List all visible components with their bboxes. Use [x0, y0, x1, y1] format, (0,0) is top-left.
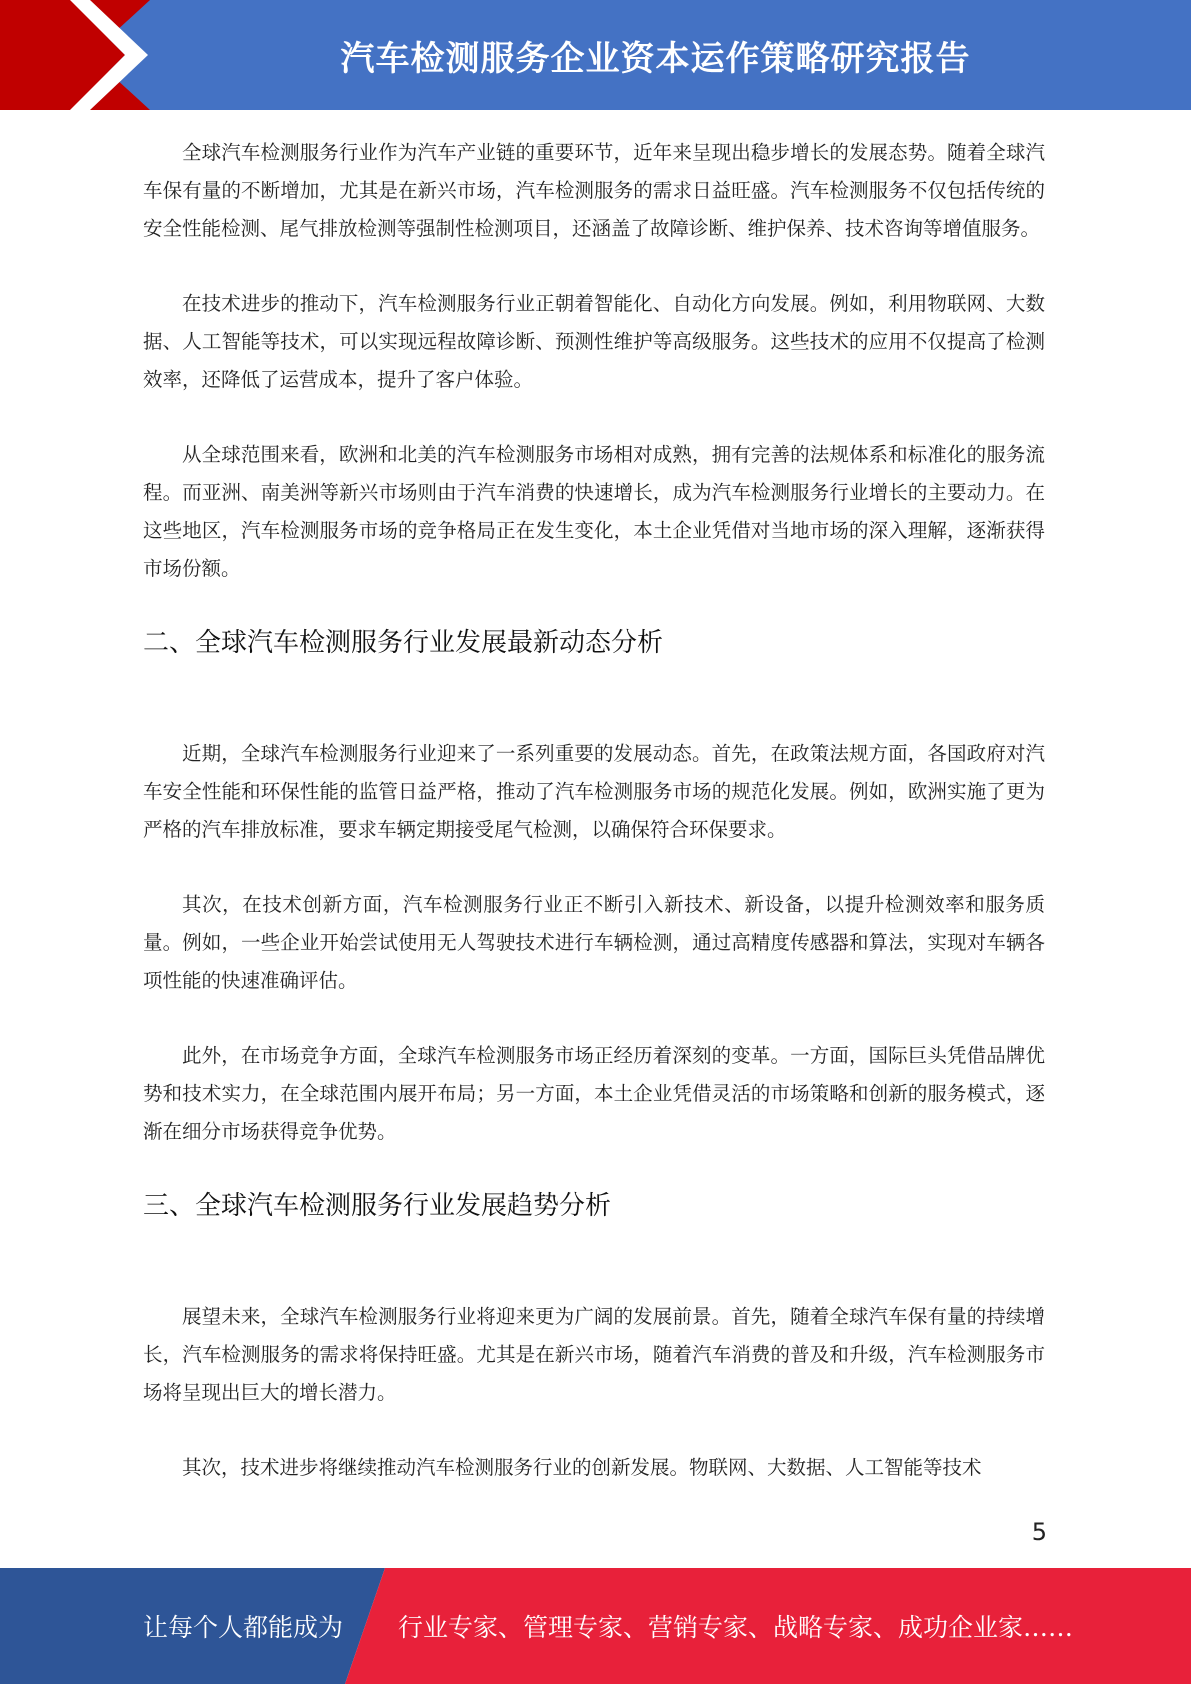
page-number: 5 — [1031, 1518, 1047, 1546]
page-header — [0, 0, 1191, 110]
body-paragraph: 全球汽车检测服务行业作为汽车产业链的重要环节，近年来呈现出稳步增长的发展态势。随着全球汽车保有量的不断增加，尤其是在新兴市场，汽车检测服务的需求日益旺盛。汽车检测服务不仅包括传统的安全性能检测、尾气排放检测等强制性检测项目，还涵盖了故障诊断、维护保养、技术咨询等增值服务。 — [143, 141, 1045, 240]
footer-slogan-left: 让每个人都能成为 — [143, 1613, 344, 1642]
body-paragraph: 展望未来，全球汽车检测服务行业将迎来更为广阔的发展前景。首先，随着全球汽车保有量的持续增长，汽车检测服务的需求将保持旺盛。尤其是在新兴市场，随着汽车消费的普及和升级，汽车检测服务市场将呈现出巨大的增长潜力。 — [143, 1305, 1045, 1404]
section-heading: 三、全球汽车检测服务行业发展趋势分析 — [143, 1191, 612, 1221]
body-paragraph: 在技术进步的推动下，汽车检测服务行业正朝着智能化、自动化方向发展。例如，利用物联网、大数据、人工智能等技术，可以实现远程故障诊断、预测性维护等高级服务。这些技术的应用不仅提高了检测效率，还降低了运营成本，提升了客户体验。 — [143, 292, 1045, 391]
body-paragraph: 近期，全球汽车检测服务行业迎来了一系列重要的发展动态。首先，在政策法规方面，各国政府对汽车安全性能和环保性能的监管日益严格，推动了汽车检测服务市场的规范化发展。例如，欧洲实施了更为严格的汽车排放标准，要求车辆定期接受尾气检测，以确保符合环保要求。 — [143, 742, 1045, 841]
body-paragraph: 其次，技术进步将继续推动汽车检测服务行业的创新发展。物联网、大数据、人工智能等技术 — [182, 1456, 982, 1479]
page-footer — [0, 1568, 1191, 1684]
document-title: 汽车检测服务企业资本运作策略研究报告 — [340, 38, 971, 79]
body-paragraph: 其次，在技术创新方面，汽车检测服务行业正不断引入新技术、新设备，以提升检测效率和服务质量。例如，一些企业开始尝试使用无人驾驶技术进行车辆检测，通过高精度传感器和算法，实现对车辆各项性能的快速准确评估。 — [143, 893, 1045, 992]
footer-slogan-right: 行业专家、管理专家、营销专家、战略专家、成功企业家…… — [398, 1613, 1074, 1642]
body-paragraph: 此外，在市场竞争方面，全球汽车检测服务市场正经历着深刻的变革。一方面，国际巨头凭借品牌优势和技术实力，在全球范围内展开布局；另一方面，本土企业凭借灵活的市场策略和创新的服务模式，逐渐在细分市场获得竞争优势。 — [143, 1044, 1045, 1143]
document-body — [143, 134, 1045, 1524]
section-heading: 二、全球汽车检测服务行业发展最新动态分析 — [143, 628, 664, 658]
body-paragraph: 从全球范围来看，欧洲和北美的汽车检测服务市场相对成熟，拥有完善的法规体系和标准化的服务流程。而亚洲、南美洲等新兴市场则由于汽车消费的快速增长，成为汽车检测服务行业增长的主要动力。在这些地区，汽车检测服务市场的竞争格局正在发生变化，本土企业凭借对当地市场的深入理解，逐渐获得市场份额。 — [143, 443, 1045, 580]
